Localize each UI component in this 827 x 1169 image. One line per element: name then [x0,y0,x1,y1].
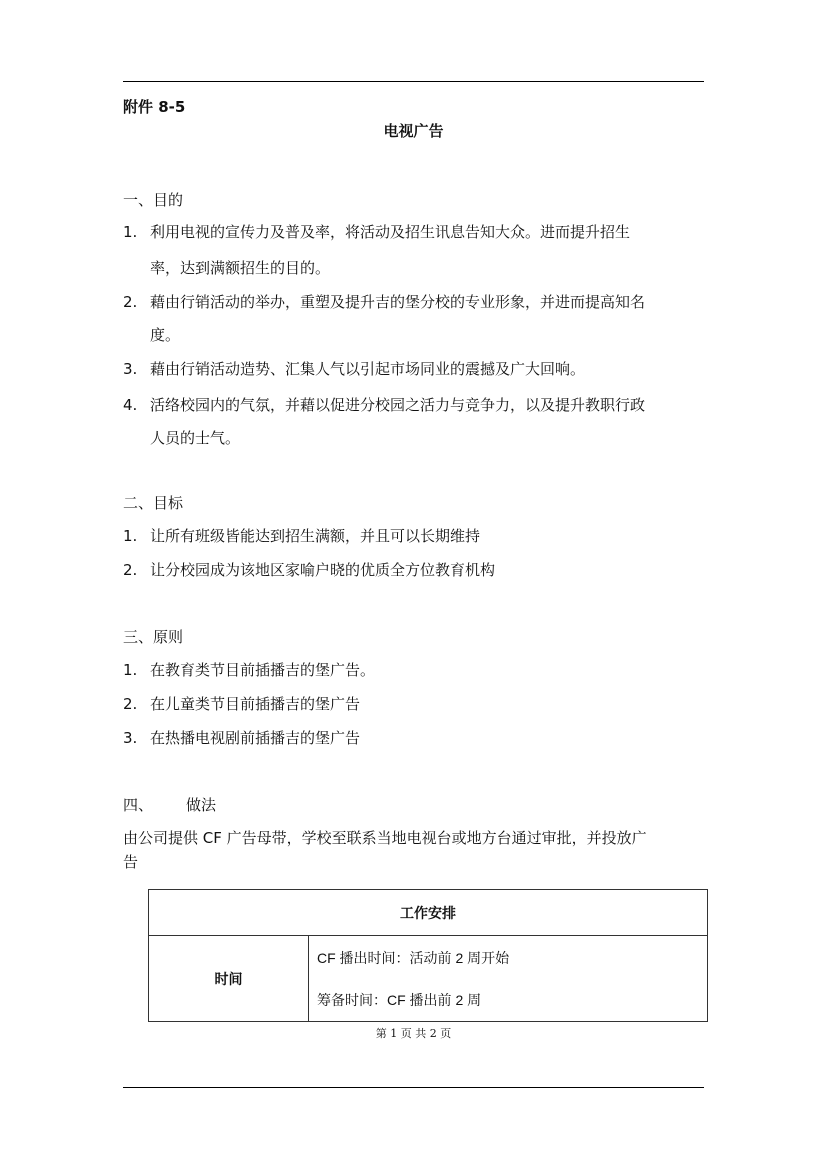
page-title: 电视广告 [383,122,444,140]
section-heading-principle: 三、原则 [123,628,184,646]
list-item-text: 活络校园内的气氛，并藉以促进分校园之活力与竞争力，以及提升教职行政 [150,396,646,414]
section-heading-goal: 二、目标 [123,494,184,512]
method-paragraph: 由公司提供 CF 广告母带，学校至联系当地电视台或地方台通过审批，并投放广 [123,829,647,847]
list-item-number: 2. [123,293,138,311]
list-item-number: 1. [123,527,138,545]
list-item-number: 3. [123,729,138,747]
section-heading-purpose: 一、目的 [123,191,184,209]
list-item-text: 让所有班级皆能达到招生满额，并且可以长期维持 [150,527,481,545]
list-item-text-cont: 人员的士气。 [150,429,241,447]
footer-rule [123,1087,704,1088]
table-row-label: 时间 [149,935,309,1022]
list-item-text: 藉由行销活动的举办，重塑及提升吉的堡分校的专业形象，并进而提高知名 [150,293,646,311]
table-header: 工作安排 [149,890,707,936]
page-number: 第 1 页 共 2 页 [375,1027,452,1040]
method-paragraph-cont: 告 [123,853,139,871]
header-rule [123,81,704,82]
list-item-text-cont: 率，达到满额招生的目的。 [150,259,331,277]
table-cell-prep-time: 筹备时间：CF 播出前 2 周 [317,992,482,1008]
section-heading-method: 做法 [186,796,217,814]
list-item-text-cont: 度。 [150,326,181,344]
list-item-number: 3. [123,360,138,378]
annex-label: 附件 8-5 [123,98,186,116]
list-item-number: 2. [123,561,138,579]
list-item-text: 利用电视的宣传力及普及率，将活动及招生讯息告知大众。进而提升招生 [150,223,631,241]
list-item-text: 在儿童类节目前插播吉的堡广告 [150,695,361,713]
table-cell-broadcast-time: CF 播出时间：活动前 2 周开始 [317,950,510,966]
list-item-text: 让分校园成为该地区家喻户晓的优质全方位教育机构 [150,561,496,579]
list-item-number: 4. [123,396,138,414]
list-item-text: 在教育类节目前插播吉的堡广告。 [150,661,376,679]
work-schedule-table [148,889,708,1022]
list-item-text: 藉由行销活动造势、汇集人气以引起市场同业的震撼及广大回响。 [150,360,586,378]
section-heading-method-num: 四、 [123,796,154,814]
list-item-text: 在热播电视剧前插播吉的堡广告 [150,729,361,747]
list-item-number: 1. [123,223,138,241]
list-item-number: 2. [123,695,138,713]
list-item-number: 1. [123,661,138,679]
